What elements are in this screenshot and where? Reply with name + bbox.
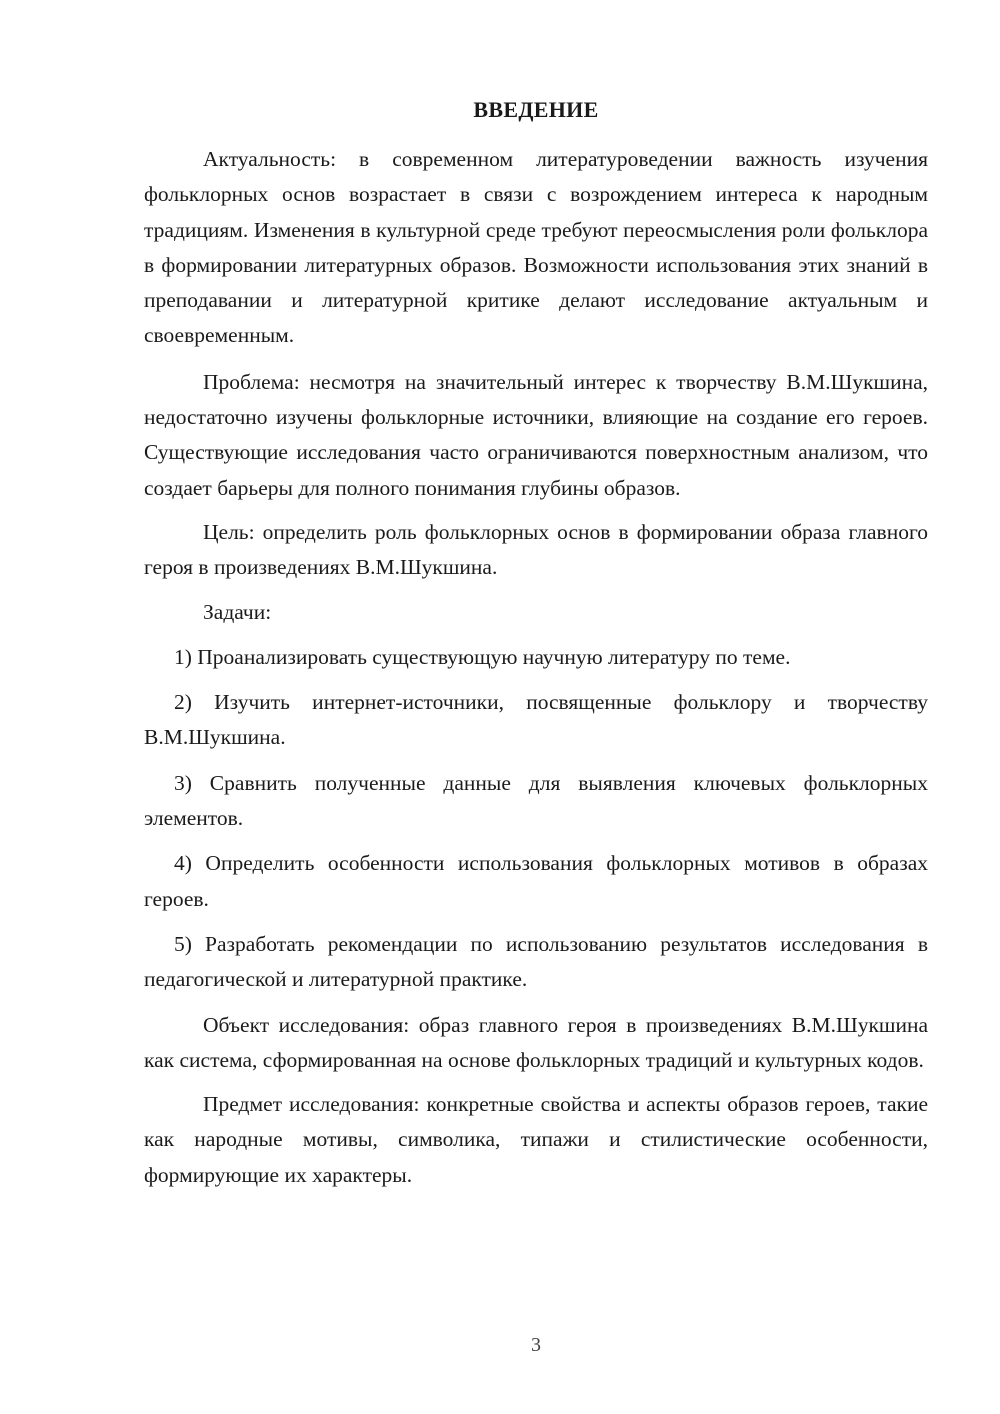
- paragraph-relevance: Актуальность: в современном литературоведении важность изучения фольклорных основ возрастает в связи с возрождением интереса к народным традициям. Изменения в культурной среде требуют переосмысления роли фольклора в формировании литературных образов. Возможности использования этих знаний в преподавании и литературной критике делают исследование актуальным и своевременным.: [144, 147, 928, 348]
- task-item: 4) Определить особенности использования фольклорных мотивов в образах героев.: [144, 851, 928, 911]
- section-title: ВВЕДЕНИЕ: [473, 97, 599, 122]
- page-number: 3: [531, 1334, 541, 1356]
- tasks-label: Задачи:: [203, 599, 272, 624]
- paragraph-object: Объект исследования: образ главного героя в произведениях В.М.Шукшина как система, сформированная на основе фольклорных традиций и культурных кодов.: [144, 1012, 928, 1072]
- paragraph-problem: Проблема: несмотря на значительный интерес к творчеству В.М.Шукшина, недостаточно изучены фольклорные источники, влияющие на создание его героев. Существующие исследования часто ограничиваются поверхностным анализом, что создает барьеры для полного понимания глубины образов.: [144, 369, 928, 500]
- paragraph-goal: Цель: определить роль фольклорных основ в формировании образа главного героя в произведениях В.М.Шукшина.: [144, 519, 928, 580]
- page-number-container: [36, 1333, 1000, 1357]
- task-item: 3) Сравнить полученные данные для выявления ключевых фольклорных элементов.: [144, 770, 928, 831]
- task-item: 5) Разработать рекомендации по использованию результатов исследования в педагогической и литературной практике.: [144, 931, 928, 992]
- document-page: [144, 92, 928, 1202]
- tasks-list: [144, 640, 928, 998]
- task-item: 1) Проанализировать существующую научную литературу по теме.: [174, 644, 791, 669]
- paragraph-subject: Предмет исследования: конкретные свойства и аспекты образов героев, такие как народные мотивы, символика, типажи и стилистические особенности, формирующие их характеры.: [144, 1092, 928, 1187]
- task-item: 2) Изучить интернет-источники, посвященные фольклору и творчеству В.М.Шукшина.: [144, 690, 928, 750]
